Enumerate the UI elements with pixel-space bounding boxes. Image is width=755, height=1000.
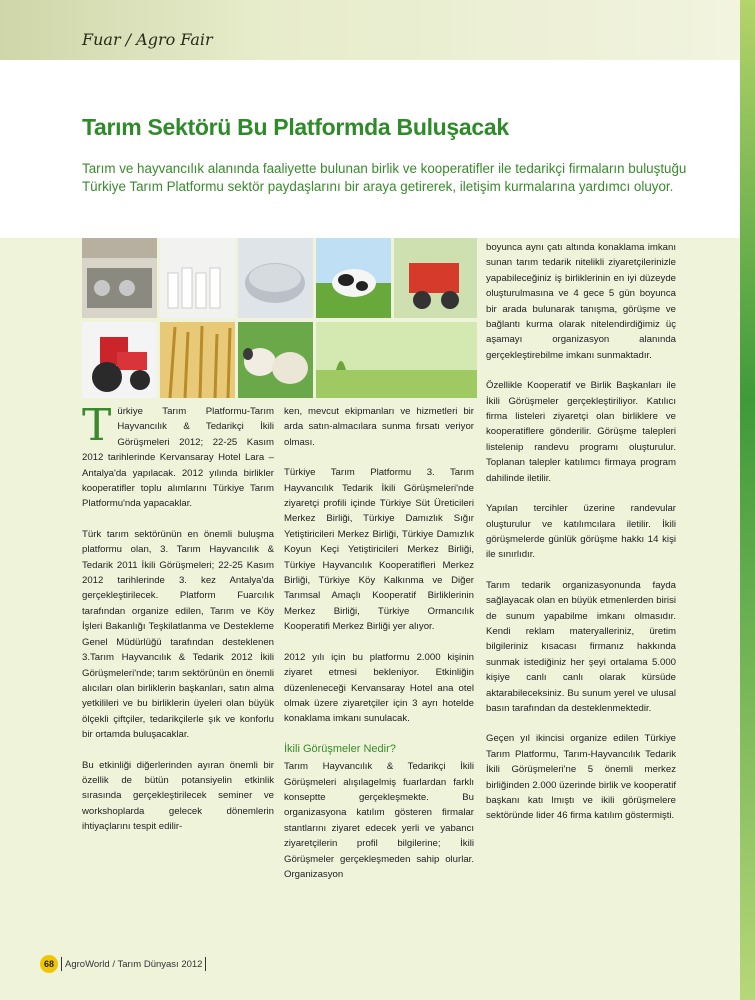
milk-bottles-photo xyxy=(160,238,235,318)
divider xyxy=(205,957,206,971)
article-column-3 xyxy=(486,240,676,839)
paragraph: Türkiye Tarım Platformu-Tarım Hayvancılık & Tedarikçi İkili Görüşmeleri 2012; 22-25 Kasım 2012 tarihlerinde Kervansaray Hotel Lara – Antalya'da yapılacak. 2012 yılında birlikler kooperatifler toplu alımlarını Türkiye Tarım Platformu'nda yapacaklar. xyxy=(82,400,274,510)
paragraph: Bu etkinliği diğerlerinden ayıran önemli bir özellik de bütün potansiyelin etkinlik sırasında gerçekleştirilecek seminer ve workshoplarda gelecek dönemlerin ihtiyaçlarını tespit edilir- xyxy=(82,759,274,833)
page-footer xyxy=(40,955,206,973)
feed-mixer-photo xyxy=(394,238,477,318)
green-field-photo xyxy=(316,322,477,398)
paragraph: boyunca aynı çatı altında konaklama imkanı sunan tarım tedarik nitelikli ziyaretçilerinizle yapabileceğiniz iş birliklerinin en iyi düzeyde oluşturulmasına ve 4 gece 5 gün boyunca bir arada bulunarak tanışma, görüşme ve bağlantı kurma olarak nitelendirdiğimiz üç aşamayı organizasyon alanında gerçekleştirebilme imkanı sunmaktadır. xyxy=(486,242,676,361)
article-title: Tarım Sektörü Bu Platformda Buluşacak xyxy=(82,114,509,140)
article-column-2 xyxy=(284,404,474,897)
wheat-photo xyxy=(160,322,235,398)
paragraph: Yapılan tercihler üzerine randevular oluşturulur ve katılımcılara iletilir. İkili görüşmelerde günlük görüşme hakkı 14 kişi ile sınırlıdır. xyxy=(486,503,676,561)
sheep-photo xyxy=(238,322,313,398)
article-lead: Tarım ve hayvancılık alanında faaliyette bulunan birlik ve kooperatifler ile tedarikçi firmaların buluştuğu Türkiye Tarım Platformu sektör paydaşlarını bir araya getirerek, iletişim kurmalarına yardımcı oluyor. xyxy=(82,161,687,194)
section-label: Fuar / Agro Fair xyxy=(82,30,213,49)
paragraph: Türk tarım sektörünün en önemli buluşma platformu olan, 3. Tarım Hayvancılık & Tedarik 2011 İkili Görüşmeleri; 22-25 Kasım 2012 tarihlerinde 3. kez Antalya'da gerçekleştirilecek. Platform Fuarcılık tarafından organize edilen, Tarım ve Köy İşleri Bakanlığı Teşkilatlanma ve Destekleme Genel Müdürlüğü tarafından desteklenen 3.Tarım Hayvancılık & Tedarik 2012 İkili Görüşmeleri'nde; tarım sektörünün en önemli alıcıları olan birliklerin başkanları, satın alma yetkilileri ve bu birliklerin üyeleri olan büyük ölçekli çiftçiler, tedarikçilerle şık ve konforlu bir ortamda buluşacaklar. xyxy=(82,528,274,741)
section-subheading: İkili Görüşmeler Nedir? xyxy=(284,742,396,755)
tractor-photo xyxy=(82,322,157,398)
paragraph: Türkiye Tarım Platformu 3. Tarım Hayvancılık Tedarik İkili Görüşmeleri'nde ziyaretçi profili içinde Türkiye Süt Üreticileri Merkez Birliği, Türkiye Damızlık Sığır Yetiştiricileri Merkez Birliği, Türkiye Damızlık Koyun Keçi Yetiştiricileri Merkez Birliği, Türkiye Hayvancılık Kooperatifleri Merkez Birliği, Türkiye Köy Kalkınma ve Diğer Tarımsal Amaçlı Kooperatif Birliklerinin Merkez Birliği, Türkiye Ormancılık Kooperatifi Merkez Birliği yer alıyor. xyxy=(284,467,474,633)
paragraph: Özellikle Kooperatif ve Birlik Başkanları ile İkili Görüşmeler gerçekleştiriliyor. Katılıcı firma listeleri ziyaretçi olan birliklere ve kooperatiflere gönderilir. Görüşme talepleri listelenip randevu programı oluşturulur. Toplanan talepler katılımcı firmaya program dahilinde iletilir. xyxy=(486,380,676,484)
milk-tank-photo xyxy=(238,238,313,318)
page-number-badge: 68 xyxy=(40,955,58,973)
cows-photo xyxy=(316,238,391,318)
drop-cap: T xyxy=(82,400,112,451)
divider xyxy=(61,957,62,971)
paragraph: Tarım Hayvancılık & Tedarikçi İkili Görüşmeleri alışılagelmiş fuarlardan farklı konseptte gerçekleşmekte. Bu organizasyona katılım gösteren firmalar stantlarını ziyaret edecek yerli ve yabancı ziyaretçilerin profil bilgilerine; İkili Görüşmeler gerçekleşmeden sahip olurlar. Organizasyon xyxy=(284,761,474,880)
paragraph: ken, mevcut ekipmanları ve hizmetleri bir arda satın-almacılara sunma fırsatı veriyor olması. xyxy=(284,406,474,448)
publication-name: AgroWorld / Tarım Dünyası 2012 xyxy=(65,958,203,970)
paragraph: Tarım tedarik organizasyonunda fayda sağlayacak olan en büyük etmenlerden birisi de sunum yapabilme imkanı olmasıdır. Kendi reklam materyalleriniz, üretim bilgileriniz kısacası firmanız hakkında sunmak istediğiniz her şeyi ortalama 5.000 kişiye canlı canlı olarak kürsüde aktarabileceksiniz. Bu sunum yerel ve ulusal basın tarafından da desteklenmektedir. xyxy=(486,579,676,714)
photo-collage xyxy=(82,238,477,398)
paragraph: 2012 yılı için bu platformu 2.000 kişinin ziyaret etmesi bekleniyor. Etkinliğin düzenleneceği Kervansaray Hotel ana otel olmak üzere ziyaretçiler için 3 ayrı hotelde konaklama imkanı sunulacak. xyxy=(284,651,474,725)
paragraph: Geçen yıl ikincisi organize edilen Türkiye Tarım Platformu, Tarım-Hayvancılık Tedarik İkili Görüşmeleri'ne 5 önemli merkez birliğinden 2.000 üzerinde birlik ve kooperatif başkanı katı lmıştı ve ikili görüşmelere sektöründe lider 46 firma katılım göstermişti. xyxy=(486,733,676,822)
milking-equipment-photo xyxy=(82,238,157,318)
decorative-grass-strip xyxy=(740,0,755,1000)
title-panel xyxy=(0,60,740,238)
article-column-1 xyxy=(82,400,274,850)
